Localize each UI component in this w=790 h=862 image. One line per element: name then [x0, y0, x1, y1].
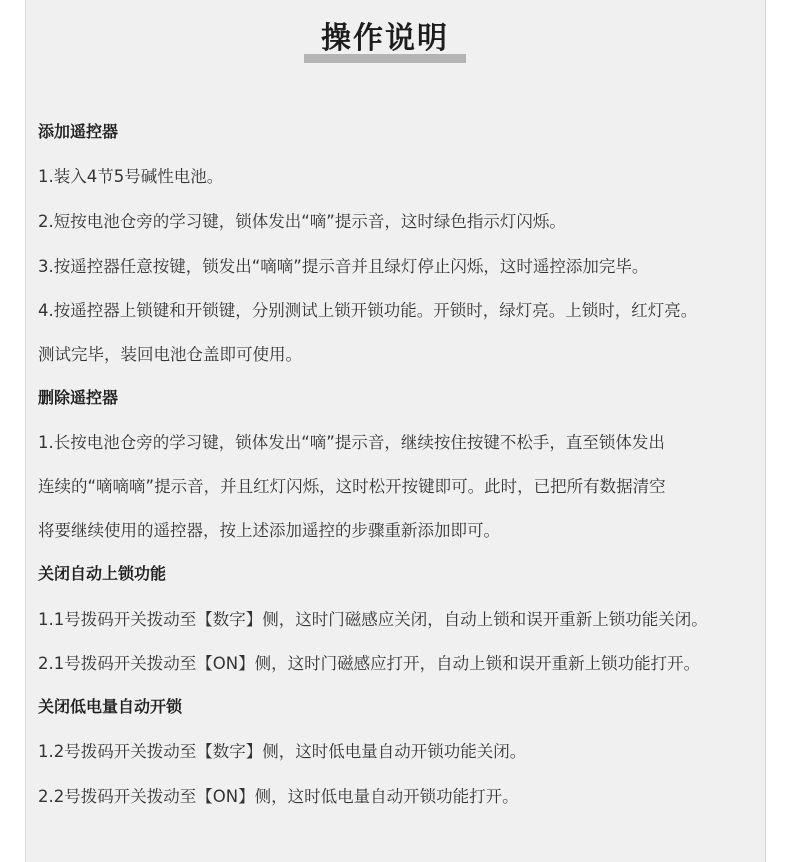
instruction-line: 测试完毕，装回电池仓盖即可使用。 [38, 345, 302, 364]
instruction-line: 1.1号拨码开关拨动至【数字】侧，这时门磁感应关闭，自动上锁和误开重新上锁功能关闭。 [38, 610, 708, 629]
instruction-line: 连续的“嘀嘀嘀”提示音，并且红灯闪烁，这时松开按键即可。此时，已把所有数据清空 [38, 477, 666, 496]
instruction-line: 1.长按电池仓旁的学习键，锁体发出“嘀”提示音，继续按住按键不松手，直至锁体发出 [38, 433, 665, 452]
instruction-line: 2.2号拨码开关拨动至【ON】侧，这时低电量自动开锁功能打开。 [38, 787, 519, 806]
title-block [304, 18, 466, 66]
instruction-line: 将要继续使用的遥控器，按上述添加遥控的步骤重新添加即可。 [38, 521, 500, 540]
instruction-line: 2.1号拨码开关拨动至【ON】侧，这时门磁感应打开，自动上锁和误开重新上锁功能打开。 [38, 654, 701, 673]
section-heading-disable-low-battery-unlock: 关闭低电量自动开锁 [38, 697, 183, 716]
instruction-line: 1.2号拨码开关拨动至【数字】侧，这时低电量自动开锁功能关闭。 [38, 742, 527, 761]
page-title: 操作说明 [321, 21, 449, 56]
section-heading-delete-remote: 删除遥控器 [38, 388, 119, 407]
instruction-line: 2.短按电池仓旁的学习键，锁体发出“嘀”提示音，这时绿色指示灯闪烁。 [38, 212, 566, 231]
instruction-line: 3.按遥控器任意按键，锁发出“嘀嘀”提示音并且绿灯停止闪烁，这时遥控添加完毕。 [38, 257, 649, 276]
instruction-line: 1.装入4节5号碱性电池。 [38, 167, 224, 186]
section-heading-add-remote: 添加遥控器 [38, 122, 119, 141]
instruction-line: 4.按遥控器上锁键和开锁键，分别测试上锁开锁功能。开锁时，绿灯亮。上锁时，红灯亮。 [38, 301, 698, 320]
section-heading-disable-auto-lock: 关闭自动上锁功能 [38, 564, 167, 583]
